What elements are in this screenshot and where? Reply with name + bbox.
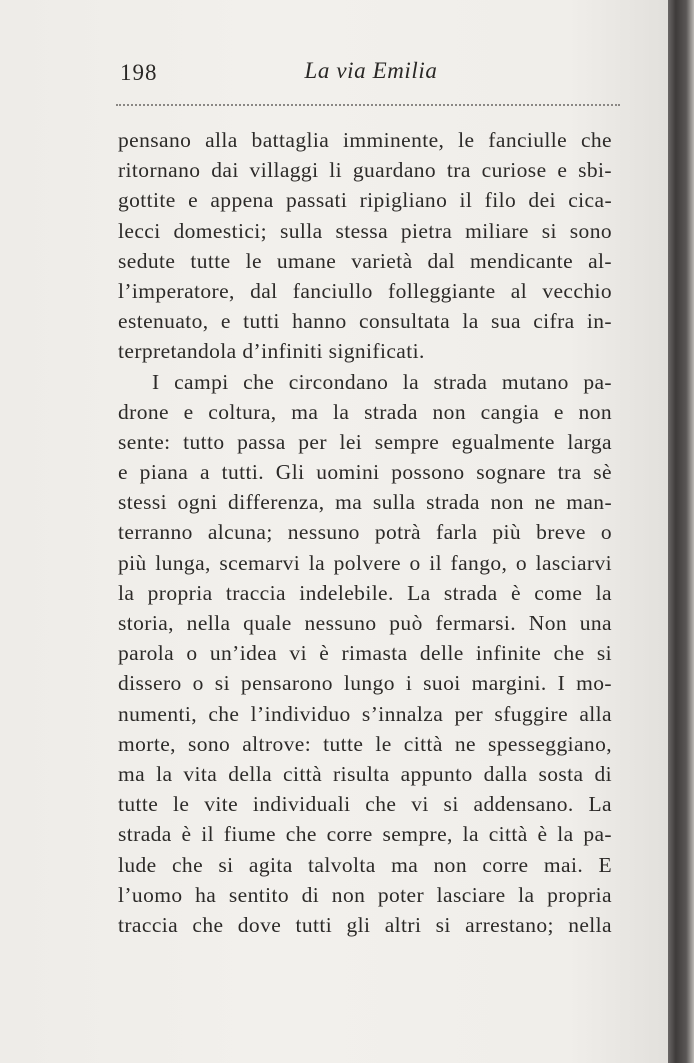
text-line: stessi ogni differenza, ma sulla strada non ne man- xyxy=(118,490,612,515)
text-line: morte, sono altrove: tutte le città ne spesseggiano, xyxy=(118,731,612,756)
text-line: lude che si agita talvolta ma non corre mai. E xyxy=(118,852,612,877)
text-line: estenuato, e tutti hanno consultata la sua cifra in- xyxy=(118,309,612,334)
text-line: sedute tutte le umane varietà dal mendicante al- xyxy=(118,248,612,273)
text-line: dissero o si pensarono lungo i suoi margini. I mo- xyxy=(118,671,612,696)
text-line: terranno alcuna; nessuno potrà farla più breve o xyxy=(118,520,612,545)
body-text xyxy=(118,125,612,940)
text-line: l’uomo ha sentito di non poter lasciare la propria xyxy=(118,882,612,907)
page-edge-shadow xyxy=(668,0,694,1063)
text-line: ma la vita della città risulta appunto dalla sosta di xyxy=(118,761,612,786)
text-line: parola o un’idea vi è rimasta delle infinite che si xyxy=(118,641,612,666)
text-line: storia, nella quale nessuno può fermarsi. Non una xyxy=(118,611,612,635)
text-line: I campi che circondano la strada mutano pa- xyxy=(152,369,612,394)
text-line: pensano alla battaglia imminente, le fanciulle che xyxy=(118,128,612,152)
text-line: strada è il fiume che corre sempre, la città è la pa- xyxy=(118,822,612,847)
text-line: ritornano dai villaggi li guardano tra curiose e sbi- xyxy=(118,158,612,183)
text-line: e piana a tutti. Gli uomini possono sognare tra sè xyxy=(118,460,612,485)
text-line: lecci domestici; sulla stessa pietra miliare si sono xyxy=(118,218,612,243)
page-header xyxy=(108,56,620,90)
text-line: l’imperatore, dal fanciullo folleggiante al vecchio xyxy=(118,278,612,303)
text-line: la propria traccia indelebile. La strada è come la xyxy=(118,580,612,605)
text-line: gottite e appena passati ripigliano il filo dei cica- xyxy=(118,188,612,213)
text-line: tutte le vite individuali che vi si addensano. La xyxy=(118,792,612,817)
running-title: La via Emilia xyxy=(304,58,438,83)
paragraph xyxy=(118,367,612,941)
paragraph xyxy=(118,125,612,367)
text-line: sente: tutto passa per lei sempre egualmente larga xyxy=(118,429,612,454)
text-line: terpretandola d’infiniti significati. xyxy=(118,339,425,364)
text-line: più lunga, scemarvi la polvere o il fango, o lasciarvi xyxy=(118,550,612,575)
header-dotted-rule xyxy=(116,104,620,106)
text-line: drone e coltura, ma la strada non cangia e non xyxy=(118,399,612,424)
page-number: 198 xyxy=(120,60,158,85)
text-line: traccia che dove tutti gli altri si arrestano; nella xyxy=(118,912,612,937)
text-line: numenti, che l’individuo s’innalza per sfuggire alla xyxy=(118,701,612,726)
